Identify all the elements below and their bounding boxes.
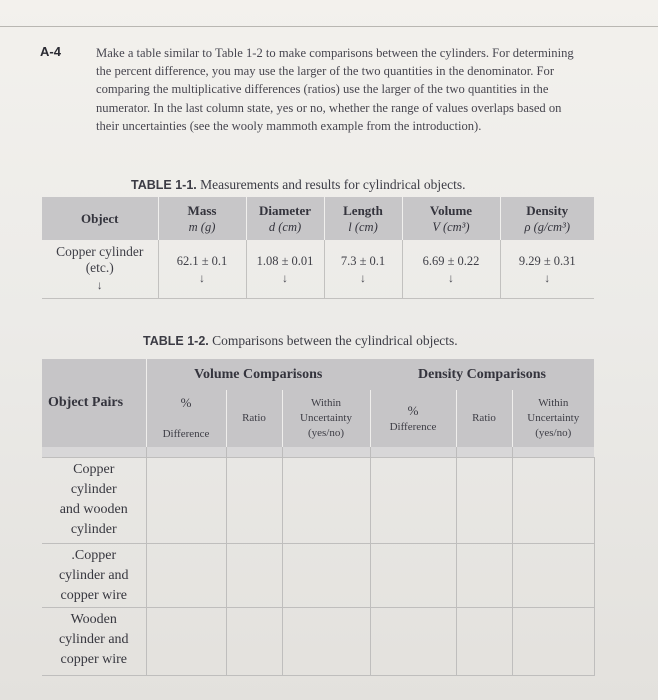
pair-copper-wire: .Copper cylinder and copper wire bbox=[42, 544, 146, 608]
empty-cell[interactable] bbox=[226, 544, 282, 608]
table-row bbox=[42, 458, 594, 544]
comparisons-table bbox=[42, 359, 595, 676]
header-density-comparisons: Density Comparisons bbox=[418, 366, 546, 382]
empty-cell[interactable] bbox=[282, 608, 370, 676]
table2-group-header-row bbox=[42, 359, 594, 390]
table2-spacer-row bbox=[42, 447, 594, 458]
empty-cell[interactable] bbox=[512, 458, 594, 544]
table1-header-row bbox=[42, 197, 594, 240]
header-volume-comparisons: Volume Comparisons bbox=[194, 366, 323, 382]
empty-cell[interactable] bbox=[456, 544, 512, 608]
pair-copper-wooden: Copper cylinder and wooden cylinder bbox=[42, 458, 146, 544]
problem-instructions: Make a table similar to Table 1-2 to make comparisons between the cylinders. For determining the percent difference, you may use the larger of the two quantities in the denominator. For comparing the multiplicative differences (ratios) use the larger of the two quantities in the numerator. In the last column state, yes or no, whether the range of values overlaps based on their uncertainties (see the wooly mammoth example from the introduction). bbox=[96, 46, 574, 133]
empty-cell[interactable] bbox=[146, 458, 226, 544]
header-density-within: Within Uncertainty (yes/no) bbox=[512, 390, 594, 447]
header-density-ratio: Ratio bbox=[456, 390, 512, 447]
measurements-table bbox=[42, 197, 594, 299]
down-arrow-icon: ↓ bbox=[448, 271, 454, 285]
down-arrow-icon: ↓ bbox=[96, 278, 103, 292]
table-row bbox=[42, 240, 594, 298]
empty-cell[interactable] bbox=[226, 458, 282, 544]
density-cell: 9.29 ± 0.31 ↓ bbox=[500, 240, 594, 298]
diameter-cell: 1.08 ± 0.01 ↓ bbox=[246, 240, 324, 298]
empty-cell[interactable] bbox=[456, 608, 512, 676]
empty-cell[interactable] bbox=[146, 608, 226, 676]
empty-cell[interactable] bbox=[282, 458, 370, 544]
object-cell: Copper cylinder (etc.) ↓ bbox=[42, 240, 158, 298]
table1-caption bbox=[131, 177, 466, 193]
empty-cell[interactable] bbox=[146, 544, 226, 608]
table-row bbox=[42, 544, 594, 608]
header-volume-pct-diff: % Difference bbox=[146, 390, 226, 447]
empty-cell[interactable] bbox=[370, 458, 456, 544]
header-object-pairs: Object Pairs bbox=[42, 359, 146, 447]
empty-cell[interactable] bbox=[512, 544, 594, 608]
down-arrow-icon: ↓ bbox=[199, 271, 205, 285]
table1-caption-text: Measurements and results for cylindrical objects. bbox=[200, 177, 466, 192]
empty-cell[interactable] bbox=[512, 608, 594, 676]
pair-wooden-wire: Wooden cylinder and copper wire bbox=[42, 608, 146, 676]
table2-caption bbox=[143, 333, 458, 349]
down-arrow-icon: ↓ bbox=[282, 271, 288, 285]
table-row bbox=[42, 608, 594, 676]
length-cell: 7.3 ± 0.1 ↓ bbox=[324, 240, 402, 298]
down-arrow-icon: ↓ bbox=[360, 271, 366, 285]
header-volume-within: Within Uncertainty (yes/no) bbox=[282, 390, 370, 447]
problem-number: A-4 bbox=[40, 44, 61, 59]
down-arrow-icon: ↓ bbox=[544, 271, 551, 285]
top-divider bbox=[0, 26, 658, 27]
header-length: Length l (cm) bbox=[324, 197, 402, 240]
empty-cell[interactable] bbox=[370, 544, 456, 608]
header-diameter: Diameter d (cm) bbox=[246, 197, 324, 240]
empty-cell[interactable] bbox=[370, 608, 456, 676]
empty-cell[interactable] bbox=[226, 608, 282, 676]
header-mass: Mass m (g) bbox=[158, 197, 246, 240]
header-volume: Volume V (cm³) bbox=[402, 197, 500, 240]
mass-cell: 62.1 ± 0.1 ↓ bbox=[158, 240, 246, 298]
header-volume-ratio: Ratio bbox=[226, 390, 282, 447]
volume-cell: 6.69 ± 0.22 ↓ bbox=[402, 240, 500, 298]
table2-number: TABLE 1-2. bbox=[143, 334, 209, 348]
table2-caption-text: Comparisons between the cylindrical objects. bbox=[212, 333, 458, 348]
header-density: Density ρ (g/cm³) bbox=[500, 197, 594, 240]
table1-number: TABLE 1-1. bbox=[131, 178, 197, 192]
empty-cell[interactable] bbox=[456, 458, 512, 544]
empty-cell[interactable] bbox=[282, 544, 370, 608]
header-density-pct-diff: % Difference bbox=[370, 390, 456, 447]
header-object: Object bbox=[80, 210, 119, 226]
